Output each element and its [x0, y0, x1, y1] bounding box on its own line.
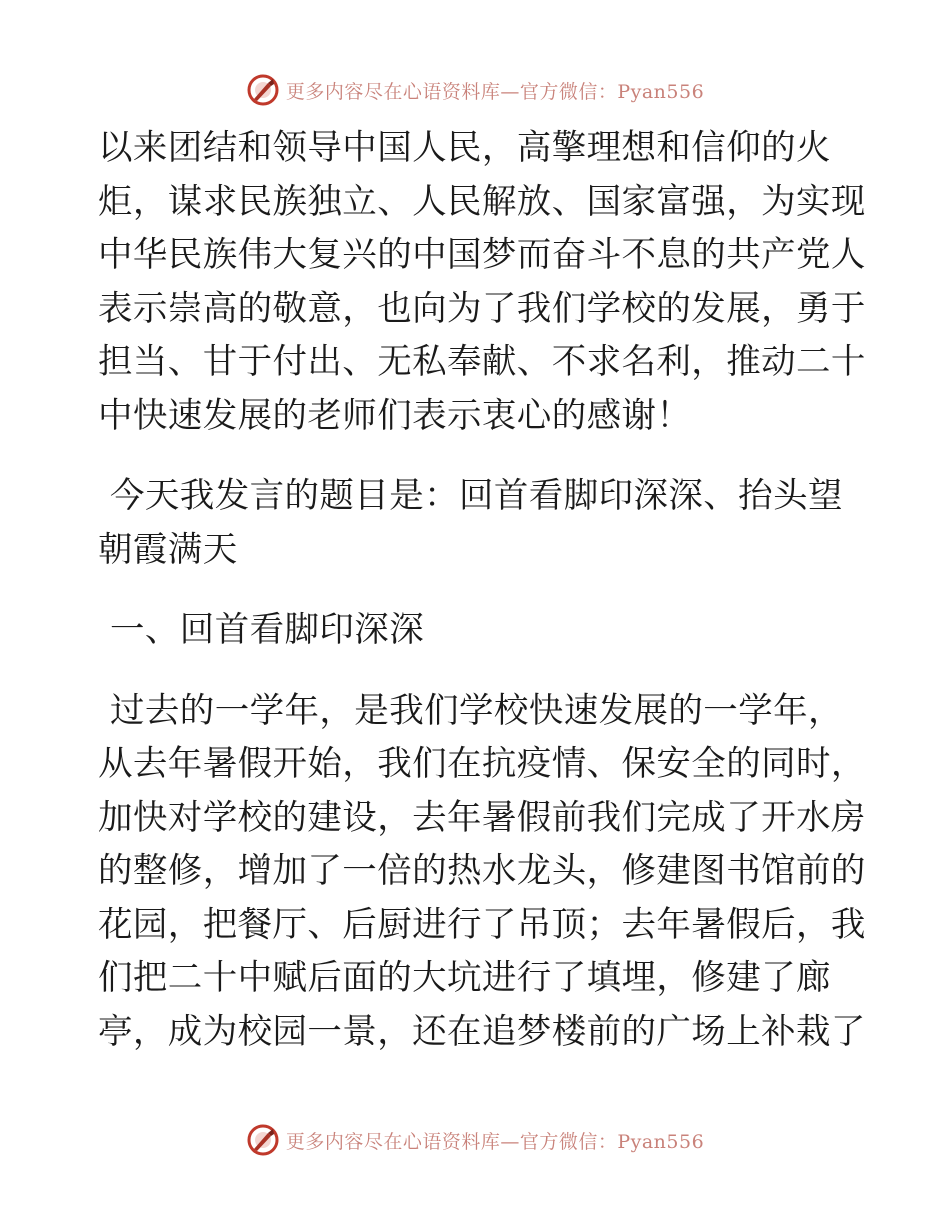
- paragraph: [98, 685, 866, 1060]
- text-line: 朝霞满天: [98, 529, 238, 570]
- header-banner: [0, 70, 950, 110]
- text-line: 的整修，增加了一倍的热水龙头，修建图书馆前的: [98, 851, 866, 891]
- text-line: 一、回首看脚印深深: [110, 610, 425, 650]
- text-line: 过去的一学年，是我们学校快速发展的一学年，: [110, 690, 843, 731]
- footer-banner: [0, 1120, 950, 1160]
- text-line: 今天我发言的题目是：回首看脚印深深、抬头望: [110, 476, 843, 516]
- document-body: [98, 122, 866, 1059]
- text-line: 炬，谋求民族独立、人民解放、国家富强，为实现: [98, 181, 866, 222]
- text-line: 以来团结和领导中国人民，高擎理想和信仰的火: [98, 128, 831, 168]
- text-line: 们把二十中赋后面的大坑进行了填埋，修建了廊: [98, 958, 831, 998]
- text-line: 亭，成为校园一景，还在追梦楼前的广场上补栽了: [98, 1011, 866, 1052]
- footer-banner-text: 更多内容尽在心语资料库—官方微信：Pyan556: [285, 1130, 705, 1153]
- text-line: 表示崇高的敬意，也向为了我们学校的发展，勇于: [98, 288, 866, 329]
- text-line: 中快速发展的老师们表示衷心的感谢！: [98, 395, 692, 436]
- header-banner-text: 更多内容尽在心语资料库—官方微信：Pyan556: [285, 80, 705, 103]
- logo-icon: [246, 1123, 280, 1157]
- section-heading: [98, 604, 858, 658]
- text-line: 加快对学校的建设，去年暑假前我们完成了开水房: [98, 797, 866, 838]
- logo-icon: [246, 73, 280, 107]
- paragraph: [98, 122, 866, 443]
- text-line: 花园，把餐厅、后厨进行了吊顶；去年暑假后，我: [98, 904, 866, 945]
- text-line: 从去年暑假开始，我们在抗疫情、保安全的同时，: [98, 744, 866, 784]
- text-line: 中华民族伟大复兴的中国梦而奋斗不息的共产党人: [98, 235, 866, 275]
- text-line: 担当、甘于付出、无私奉献、不求名利，推动二十: [98, 342, 866, 382]
- paragraph: [98, 470, 858, 577]
